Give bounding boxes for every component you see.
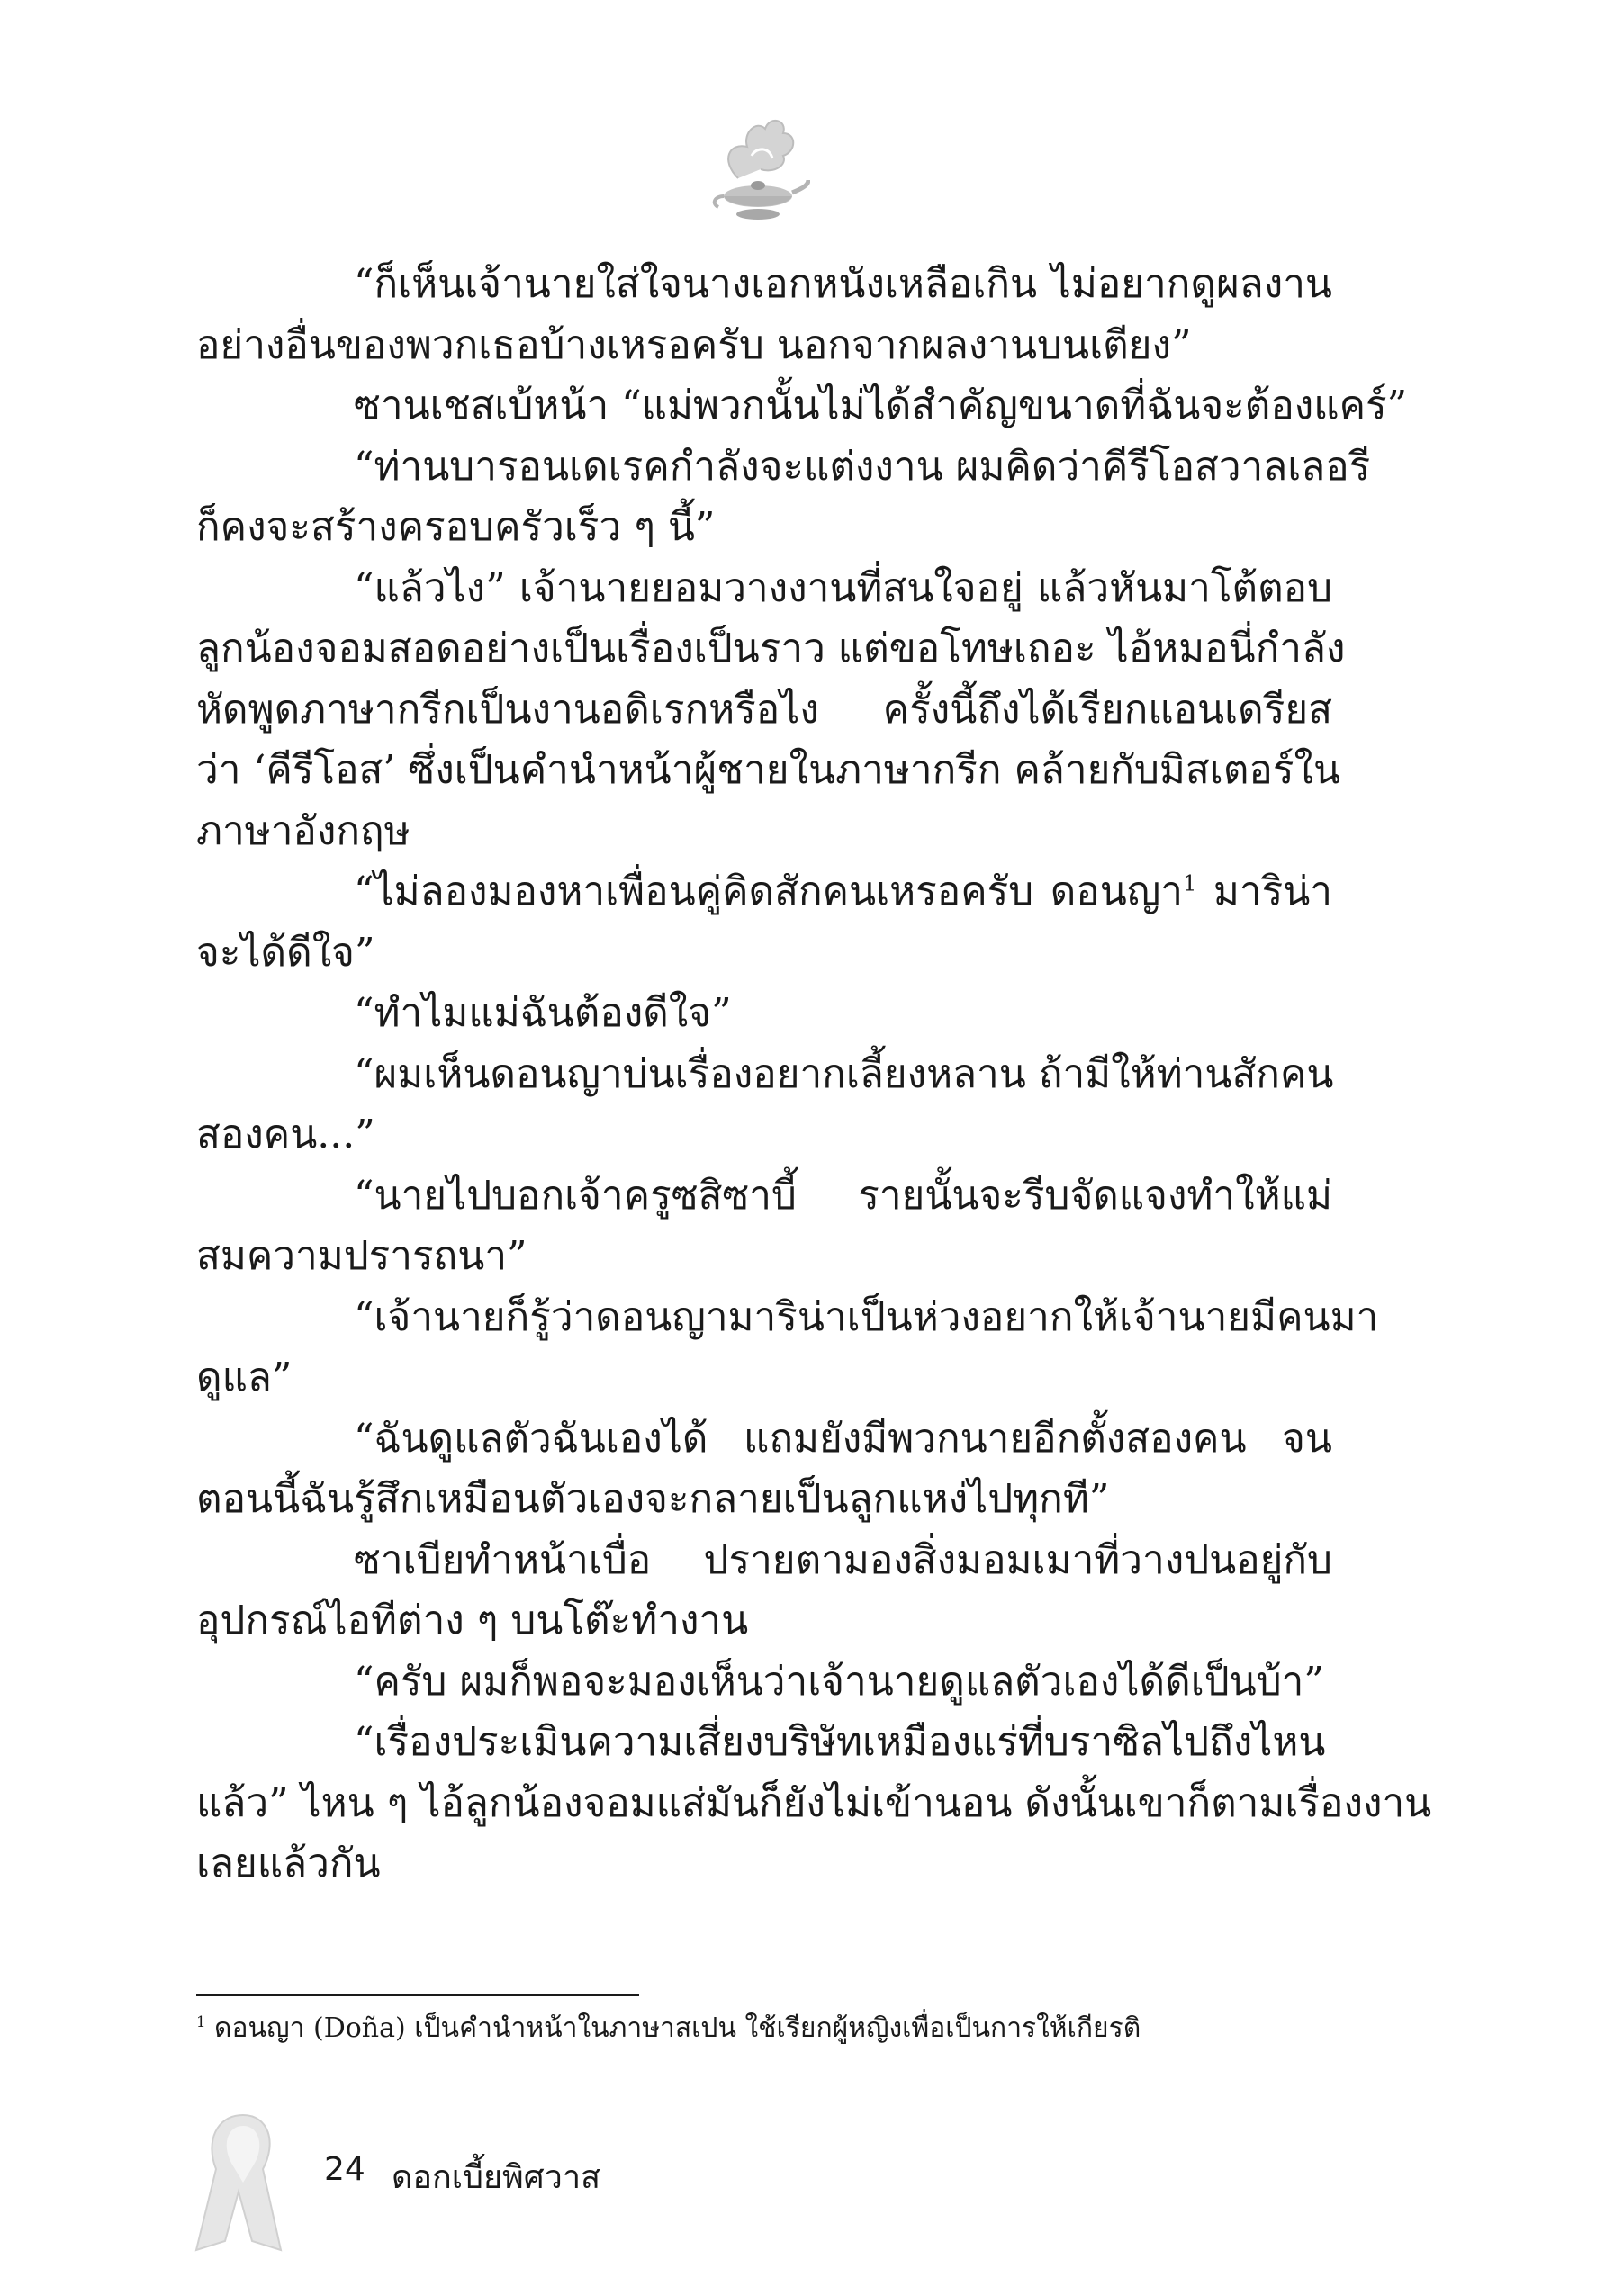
text-line: “ท่านบารอนเดเรคกำลังจะแต่งงาน ผมคิดว่าคีรีโอสวาลเลอรี [354,443,1371,490]
body-text [196,254,1432,1895]
text-line: “ผมเห็นดอนญาบ่นเรื่องอยากเลี้ยงหลาน ถ้ามีให้ท่านสักคน [354,1050,1334,1097]
page-number: 24 [324,2151,365,2188]
text-line: จะได้ดีใจ” [196,929,375,976]
text-line: “ครับ ผมก็พอจะมองเห็นว่าเจ้านายดูแลตัวเองได้ดีเป็นบ้า” [354,1658,1324,1705]
text-line: หัดพูดภาษากรีกเป็นงานอดิเรกหรือไง ครั้งนี้ถึงได้เรียกแอนเดรียส [196,686,1332,733]
text-line: ลูกน้องจอมสอดอย่างเป็นเรื่องเป็นราว แต่ขอโทษเถอะ ไอ้หมอนี่กำลัง [196,626,1346,671]
text-line: ดูแล” [196,1355,293,1400]
text-line: ตอนนี้ฉันรู้สึกเหมือนตัวเองจะกลายเป็นลูกแหง่ไปทุกที” [196,1476,1110,1522]
footnote [196,2009,1141,2048]
text-line: อุปกรณ์ไอทีต่าง ๆ บนโต๊ะทำงาน [196,1598,749,1643]
magic-lamp-icon [702,106,810,232]
footnote-text: ดอนญา (Doña) เป็นคำนำหน้าในภาษาสเปน ใช้เรียกผู้หญิงเพื่อเป็นการให้เกียรติ [205,2012,1141,2044]
text-line: “แล้วไง” เจ้านายยอมวางงานที่สนใจอยู่ แล้วหันมาโต้ตอบ [354,564,1332,611]
text-line: ซาเบียทำหน้าเบื่อ ปรายตามองสิ่งมอมเมาที่วางปนอยู่กับ [354,1536,1332,1583]
ribbon-icon [189,2106,297,2259]
text-line: อย่างอื่นของพวกเธอบ้างเหรอครับ นอกจากผลงานบนเตียง” [196,321,1192,368]
footnote-reference: 1 [1182,870,1197,896]
text-line: “ก็เห็นเจ้านายใส่ใจนางเอกหนังเหลือเกิน ไม่อยากดูผลงาน [354,261,1332,307]
footnote-marker: 1 [196,2013,206,2030]
footnote-divider [196,1994,639,1996]
text-line: “เรื่องประเมินความเสี่ยงบริษัทเหมืองแร่ที่บราซิลไปถึงไหน [354,1719,1326,1765]
book-title: ดอกเบี้ยพิศวาส [392,2159,601,2196]
text-line: สองคน...” [196,1112,375,1157]
text-line: ซานเชสเบ้หน้า “แม่พวกนั้นไม่ได้สำคัญขนาดที่ฉันจะต้องแคร์” [354,383,1408,428]
text-line: “เจ้านายก็รู้ว่าดอนญามาริน่าเป็นห่วงอยากให้เจ้านายมีคนมา [354,1293,1379,1340]
text-line: ภาษาอังกฤษ [196,807,410,854]
text-line: เลยแล้วกัน [196,1841,381,1886]
page-footer [189,2106,729,2259]
text-line: “ไม่ลองมองหาเพื่อนคู่คิดสักคนเหรอครับ ดอนญา$^1$ มาริน่า [354,869,1332,914]
text-line: “ทำไมแม่ฉันต้องดีใจ” [354,990,732,1036]
text-line: “นายไปบอกเจ้าครูซสิซาบี้ รายนั้นจะรีบจัดแจงทำให้แม่ [354,1172,1332,1219]
text-line: ว่า ‘คีรีโอส’ ซึ่งเป็นคำนำหน้าผู้ชายในภาษากรีก คล้ายกับมิสเตอร์ใน [196,747,1341,793]
text-line: สมความปรารถนา” [196,1233,527,1279]
text-line: ก็คงจะสร้างครอบครัวเร็ว ๆ นี้” [196,504,716,550]
text-line: “ฉันดูแลตัวฉันเองได้ แถมยังมีพวกนายอีกตั้งสองคน จน [354,1415,1332,1462]
text-line: แล้ว” ไหน ๆ ไอ้ลูกน้องจอมแส่มันก็ยังไม่เข้านอน ดังนั้นเขาก็ตามเรื่องงาน [196,1779,1432,1826]
